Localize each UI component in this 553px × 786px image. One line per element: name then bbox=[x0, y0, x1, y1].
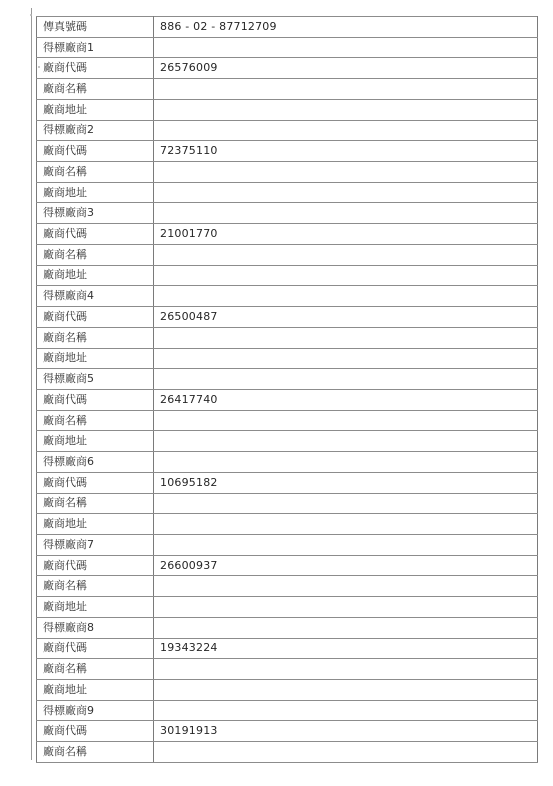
vendor-info-table bbox=[36, 16, 538, 763]
table-row bbox=[37, 514, 538, 535]
table-row bbox=[37, 141, 538, 162]
winning-vendor-8-heading: 得標廠商8 bbox=[37, 617, 154, 638]
vendor-name-label: 廠商名稱 bbox=[37, 410, 154, 431]
table-row bbox=[37, 472, 538, 493]
vendor-address-value bbox=[154, 99, 538, 120]
scan-speck bbox=[30, 14, 32, 16]
table-row bbox=[37, 58, 538, 79]
vendor-code-label: 廠商代碼 bbox=[37, 389, 154, 410]
table-row bbox=[37, 224, 538, 245]
vendor-code-label: 廠商代碼 bbox=[37, 638, 154, 659]
empty-value-cell bbox=[154, 534, 538, 555]
winning-vendor-6-heading: 得標廠商6 bbox=[37, 452, 154, 473]
winning-vendor-9-heading: 得標廠商9 bbox=[37, 700, 154, 721]
table-row bbox=[37, 742, 538, 763]
winning-vendor-7-heading: 得標廠商7 bbox=[37, 534, 154, 555]
empty-value-cell bbox=[154, 203, 538, 224]
vendor-address-value bbox=[154, 431, 538, 452]
vendor-code-value: 26500487 bbox=[154, 307, 538, 328]
vendor-name-value bbox=[154, 244, 538, 265]
vendor-code-label: 廠商代碼 bbox=[37, 472, 154, 493]
vendor-name-value bbox=[154, 162, 538, 183]
vendor-address-value bbox=[154, 348, 538, 369]
table-row bbox=[37, 162, 538, 183]
table-row bbox=[37, 617, 538, 638]
winning-vendor-2-heading: 得標廠商2 bbox=[37, 120, 154, 141]
table-row bbox=[37, 410, 538, 431]
vendor-name-value bbox=[154, 493, 538, 514]
table-row bbox=[37, 307, 538, 328]
table-row bbox=[37, 37, 538, 58]
table-row bbox=[37, 286, 538, 307]
vendor-address-value bbox=[154, 182, 538, 203]
table-row bbox=[37, 99, 538, 120]
vendor-address-label: 廠商地址 bbox=[37, 514, 154, 535]
vendor-address-label: 廠商地址 bbox=[37, 597, 154, 618]
table-row bbox=[37, 534, 538, 555]
vendor-name-value bbox=[154, 79, 538, 100]
empty-value-cell bbox=[154, 286, 538, 307]
vendor-info-table-body bbox=[37, 17, 538, 763]
vendor-name-value bbox=[154, 659, 538, 680]
vendor-name-value bbox=[154, 410, 538, 431]
table-row bbox=[37, 17, 538, 38]
vendor-code-label: 廠商代碼 bbox=[37, 224, 154, 245]
table-row bbox=[37, 244, 538, 265]
vendor-name-label: 廠商名稱 bbox=[37, 493, 154, 514]
table-row bbox=[37, 369, 538, 390]
table-row bbox=[37, 452, 538, 473]
winning-vendor-3-heading: 得標廠商3 bbox=[37, 203, 154, 224]
vendor-address-value bbox=[154, 265, 538, 286]
vendor-address-label: 廠商地址 bbox=[37, 431, 154, 452]
vendor-code-value: 10695182 bbox=[154, 472, 538, 493]
vendor-code-value: 21001770 bbox=[154, 224, 538, 245]
table-row bbox=[37, 493, 538, 514]
table-row bbox=[37, 265, 538, 286]
fax-number-value: 886 - 02 - 87712709 bbox=[154, 17, 538, 38]
empty-value-cell bbox=[154, 617, 538, 638]
vendor-code-label: 廠商代碼 bbox=[37, 58, 154, 79]
vendor-address-value bbox=[154, 680, 538, 701]
table-row bbox=[37, 576, 538, 597]
vendor-name-label: 廠商名稱 bbox=[37, 162, 154, 183]
vendor-name-value bbox=[154, 327, 538, 348]
vendor-code-value: 30191913 bbox=[154, 721, 538, 742]
winning-vendor-4-heading: 得標廠商4 bbox=[37, 286, 154, 307]
table-row bbox=[37, 182, 538, 203]
table-row bbox=[37, 659, 538, 680]
empty-value-cell bbox=[154, 120, 538, 141]
page-margin-line bbox=[31, 8, 32, 760]
table-row bbox=[37, 203, 538, 224]
table-row bbox=[37, 348, 538, 369]
vendor-name-label: 廠商名稱 bbox=[37, 327, 154, 348]
table-row bbox=[37, 721, 538, 742]
vendor-address-value bbox=[154, 514, 538, 535]
table-row bbox=[37, 79, 538, 100]
winning-vendor-1-heading: 得標廠商1 bbox=[37, 37, 154, 58]
empty-value-cell bbox=[154, 452, 538, 473]
table-row bbox=[37, 120, 538, 141]
table-row bbox=[37, 555, 538, 576]
vendor-code-label: 廠商代碼 bbox=[37, 307, 154, 328]
winning-vendor-5-heading: 得標廠商5 bbox=[37, 369, 154, 390]
vendor-code-value: 26576009 bbox=[154, 58, 538, 79]
vendor-code-label: 廠商代碼 bbox=[37, 721, 154, 742]
vendor-name-value bbox=[154, 576, 538, 597]
vendor-address-label: 廠商地址 bbox=[37, 348, 154, 369]
empty-value-cell bbox=[154, 700, 538, 721]
table-row bbox=[37, 700, 538, 721]
fax-number-label: 傳真號碼 bbox=[37, 17, 154, 38]
table-row bbox=[37, 327, 538, 348]
table-row bbox=[37, 680, 538, 701]
vendor-code-value: 26600937 bbox=[154, 555, 538, 576]
vendor-code-label: 廠商代碼 bbox=[37, 141, 154, 162]
vendor-name-label: 廠商名稱 bbox=[37, 576, 154, 597]
vendor-address-label: 廠商地址 bbox=[37, 680, 154, 701]
vendor-name-label: 廠商名稱 bbox=[37, 79, 154, 100]
empty-value-cell bbox=[154, 37, 538, 58]
vendor-name-label: 廠商名稱 bbox=[37, 659, 154, 680]
vendor-address-value bbox=[154, 597, 538, 618]
table-row bbox=[37, 389, 538, 410]
vendor-code-value: 72375110 bbox=[154, 141, 538, 162]
table-row bbox=[37, 638, 538, 659]
vendor-code-label: 廠商代碼 bbox=[37, 555, 154, 576]
table-row bbox=[37, 597, 538, 618]
empty-value-cell bbox=[154, 369, 538, 390]
vendor-name-label: 廠商名稱 bbox=[37, 742, 154, 763]
vendor-code-value: 26417740 bbox=[154, 389, 538, 410]
vendor-address-label: 廠商地址 bbox=[37, 99, 154, 120]
vendor-name-value bbox=[154, 742, 538, 763]
vendor-name-label: 廠商名稱 bbox=[37, 244, 154, 265]
table-row bbox=[37, 431, 538, 452]
scanned-form-page bbox=[36, 16, 538, 762]
vendor-address-label: 廠商地址 bbox=[37, 265, 154, 286]
vendor-address-label: 廠商地址 bbox=[37, 182, 154, 203]
vendor-code-value: 19343224 bbox=[154, 638, 538, 659]
